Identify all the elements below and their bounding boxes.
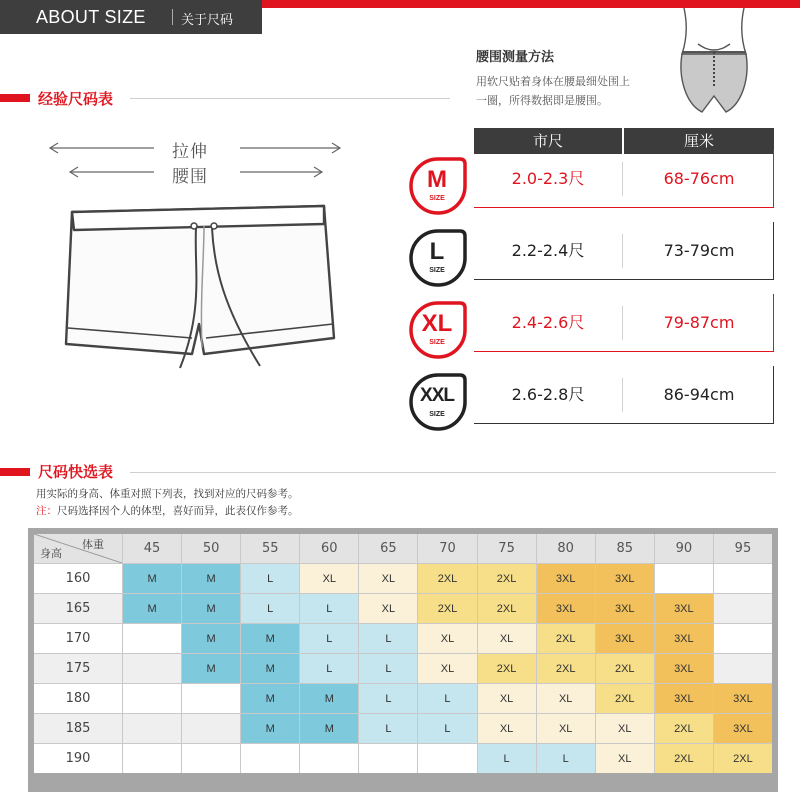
- grid-corner-cell: [34, 534, 122, 563]
- ref-column-divider: [622, 234, 623, 268]
- size-cell: XL: [537, 714, 595, 743]
- weight-header: 70: [418, 534, 476, 563]
- size-cell: [418, 744, 476, 773]
- size-cell: [714, 654, 772, 683]
- size-badge-sub: SIZE: [429, 339, 445, 346]
- size-cell: 2XL: [537, 654, 595, 683]
- size-cell: 2XL: [655, 744, 713, 773]
- quick-note-label: 注：: [36, 505, 57, 517]
- size-cell: 2XL: [537, 624, 595, 653]
- ref-shichi-value: 2.6-2.8尺: [511, 385, 585, 404]
- banner-title: ABOUT SIZE: [36, 7, 146, 27]
- size-cell: M: [300, 684, 358, 713]
- height-header: 170: [34, 624, 122, 653]
- size-cell: L: [359, 624, 417, 653]
- quick-select-frame: [28, 528, 778, 792]
- waist-figure-illustration: [664, 8, 764, 116]
- shorts-illustration: [54, 198, 344, 380]
- ref-header-shichi: 市尺: [474, 128, 622, 154]
- weight-header: 75: [478, 534, 536, 563]
- weight-header: 95: [714, 534, 772, 563]
- size-cell: XL: [418, 654, 476, 683]
- size-cell: [300, 744, 358, 773]
- size-cell: [123, 654, 181, 683]
- ref-cm-value: 79-87cm: [663, 313, 735, 332]
- size-cell: 3XL: [596, 594, 654, 623]
- size-cell: 3XL: [537, 594, 595, 623]
- weight-header: 60: [300, 534, 358, 563]
- quick-note-text: 尺码选择因个人的体型，喜好而异，此表仅作参考。: [57, 505, 299, 517]
- ref-column-divider: [622, 306, 623, 340]
- weight-header: 55: [241, 534, 299, 563]
- size-cell: M: [182, 624, 240, 653]
- size-cell: M: [123, 594, 181, 623]
- size-cell: 2XL: [655, 714, 713, 743]
- banner-subtitle: 关于尺码: [181, 13, 234, 28]
- height-header: 175: [34, 654, 122, 683]
- waist-method-title: 腰围测量方法: [476, 50, 555, 65]
- size-cell: M: [182, 594, 240, 623]
- size-badge-xxl: [408, 372, 474, 438]
- size-cell: [655, 564, 713, 593]
- size-reference-row: [474, 366, 774, 424]
- size-cell: 3XL: [655, 654, 713, 683]
- size-cell: L: [418, 714, 476, 743]
- ref-cm-value: 68-76cm: [663, 169, 735, 188]
- size-badge-m: [408, 156, 474, 222]
- size-cell: [714, 594, 772, 623]
- weight-header: 45: [123, 534, 181, 563]
- size-cell: M: [182, 654, 240, 683]
- size-reference-row: [474, 150, 774, 208]
- size-badge-sub: SIZE: [429, 411, 445, 418]
- size-cell: XL: [359, 564, 417, 593]
- size-cell: [182, 684, 240, 713]
- size-cell: XL: [478, 624, 536, 653]
- size-badge-letter: XL: [421, 310, 453, 337]
- ref-shichi-value: 2.4-2.6尺: [511, 313, 585, 332]
- size-badge-letter: M: [427, 166, 447, 193]
- weight-header: 50: [182, 534, 240, 563]
- size-cell: 3XL: [596, 564, 654, 593]
- weight-header: 65: [359, 534, 417, 563]
- height-header: 185: [34, 714, 122, 743]
- size-cell: [123, 714, 181, 743]
- corner-height-label: 身高: [40, 547, 62, 560]
- size-reference-row: [474, 222, 774, 280]
- ref-shichi-value: 2.2-2.4尺: [511, 241, 585, 260]
- size-cell: 3XL: [655, 594, 713, 623]
- size-reference-row: [474, 294, 774, 352]
- weight-header: 90: [655, 534, 713, 563]
- size-cell: M: [123, 564, 181, 593]
- ref-cm-value: 86-94cm: [663, 385, 735, 404]
- size-cell: 2XL: [478, 654, 536, 683]
- size-cell: [182, 714, 240, 743]
- size-cell: [714, 564, 772, 593]
- size-cell: L: [537, 744, 595, 773]
- banner-separator: [172, 9, 173, 25]
- banner-red-strip: [262, 0, 800, 8]
- height-header: 180: [34, 684, 122, 713]
- height-header: 160: [34, 564, 122, 593]
- size-cell: 2XL: [418, 564, 476, 593]
- height-header: 190: [34, 744, 122, 773]
- size-cell: XL: [478, 714, 536, 743]
- size-badge-letter: XXL: [420, 385, 454, 406]
- size-cell: 3XL: [714, 714, 772, 743]
- size-cell: XL: [418, 624, 476, 653]
- weight-header: 85: [596, 534, 654, 563]
- size-cell: [123, 684, 181, 713]
- size-cell: L: [359, 714, 417, 743]
- size-cell: 2XL: [714, 744, 772, 773]
- size-cell: 3XL: [655, 684, 713, 713]
- ref-cm-value: 73-79cm: [663, 241, 735, 260]
- quick-title: 尺码快选表: [38, 463, 114, 481]
- size-cell: L: [300, 624, 358, 653]
- size-cell: XL: [300, 564, 358, 593]
- waist-method-line-1: 用软尺贴着身体在腰最细处围上: [476, 75, 630, 88]
- size-badge-xl: [408, 300, 474, 366]
- ref-column-divider: [622, 162, 623, 196]
- waist-method-description: [476, 72, 676, 110]
- quick-instruction: 用实际的身高、体重对照下列表，找到对应的尺码参考。: [36, 488, 299, 500]
- size-cell: [182, 744, 240, 773]
- size-cell: [123, 624, 181, 653]
- ref-shichi-value: 2.0-2.3尺: [511, 169, 585, 188]
- size-cell: XL: [359, 594, 417, 623]
- quick-title-rule: [130, 472, 776, 473]
- size-cell: XL: [596, 714, 654, 743]
- size-cell: [241, 744, 299, 773]
- stretch-label: 拉伸: [172, 142, 208, 162]
- size-cell: [714, 624, 772, 653]
- size-cell: 2XL: [478, 564, 536, 593]
- size-cell: 3XL: [655, 624, 713, 653]
- waist-method-line-2: 一圈，所得数据即是腰围。: [476, 94, 608, 107]
- size-cell: M: [182, 564, 240, 593]
- size-cell: 2XL: [418, 594, 476, 623]
- size-cell: M: [241, 714, 299, 743]
- quick-title-bar: [0, 468, 30, 476]
- size-cell: M: [241, 654, 299, 683]
- size-badge-sub: SIZE: [429, 267, 445, 274]
- experience-title: 经验尺码表: [38, 90, 114, 108]
- height-header: 165: [34, 594, 122, 623]
- size-badge-sub: SIZE: [429, 195, 445, 202]
- waist-label: 腰围: [172, 167, 208, 187]
- size-cell: L: [478, 744, 536, 773]
- size-cell: XL: [537, 684, 595, 713]
- size-cell: 2XL: [478, 594, 536, 623]
- size-cell: M: [241, 624, 299, 653]
- ref-column-divider: [622, 378, 623, 412]
- size-cell: XL: [478, 684, 536, 713]
- size-cell: XL: [596, 744, 654, 773]
- quick-note: [36, 503, 299, 518]
- size-cell: 3XL: [596, 624, 654, 653]
- size-cell: [123, 744, 181, 773]
- size-cell: [359, 744, 417, 773]
- experience-title-bar: [0, 94, 30, 102]
- size-badge-letter: L: [429, 238, 445, 265]
- size-cell: L: [241, 564, 299, 593]
- size-cell: L: [300, 654, 358, 683]
- size-cell: M: [241, 684, 299, 713]
- weight-header: 80: [537, 534, 595, 563]
- quick-select-grid: [34, 534, 772, 773]
- size-cell: L: [241, 594, 299, 623]
- size-cell: L: [359, 654, 417, 683]
- size-cell: L: [418, 684, 476, 713]
- ref-header-cm: 厘米: [624, 128, 774, 154]
- corner-weight-label: 体重: [82, 538, 104, 551]
- size-cell: 2XL: [596, 654, 654, 683]
- size-cell: L: [359, 684, 417, 713]
- size-cell: 3XL: [537, 564, 595, 593]
- experience-title-rule: [130, 98, 450, 99]
- size-badge-l: [408, 228, 474, 294]
- size-cell: L: [300, 594, 358, 623]
- size-cell: 2XL: [596, 684, 654, 713]
- size-cell: 3XL: [714, 684, 772, 713]
- size-cell: M: [300, 714, 358, 743]
